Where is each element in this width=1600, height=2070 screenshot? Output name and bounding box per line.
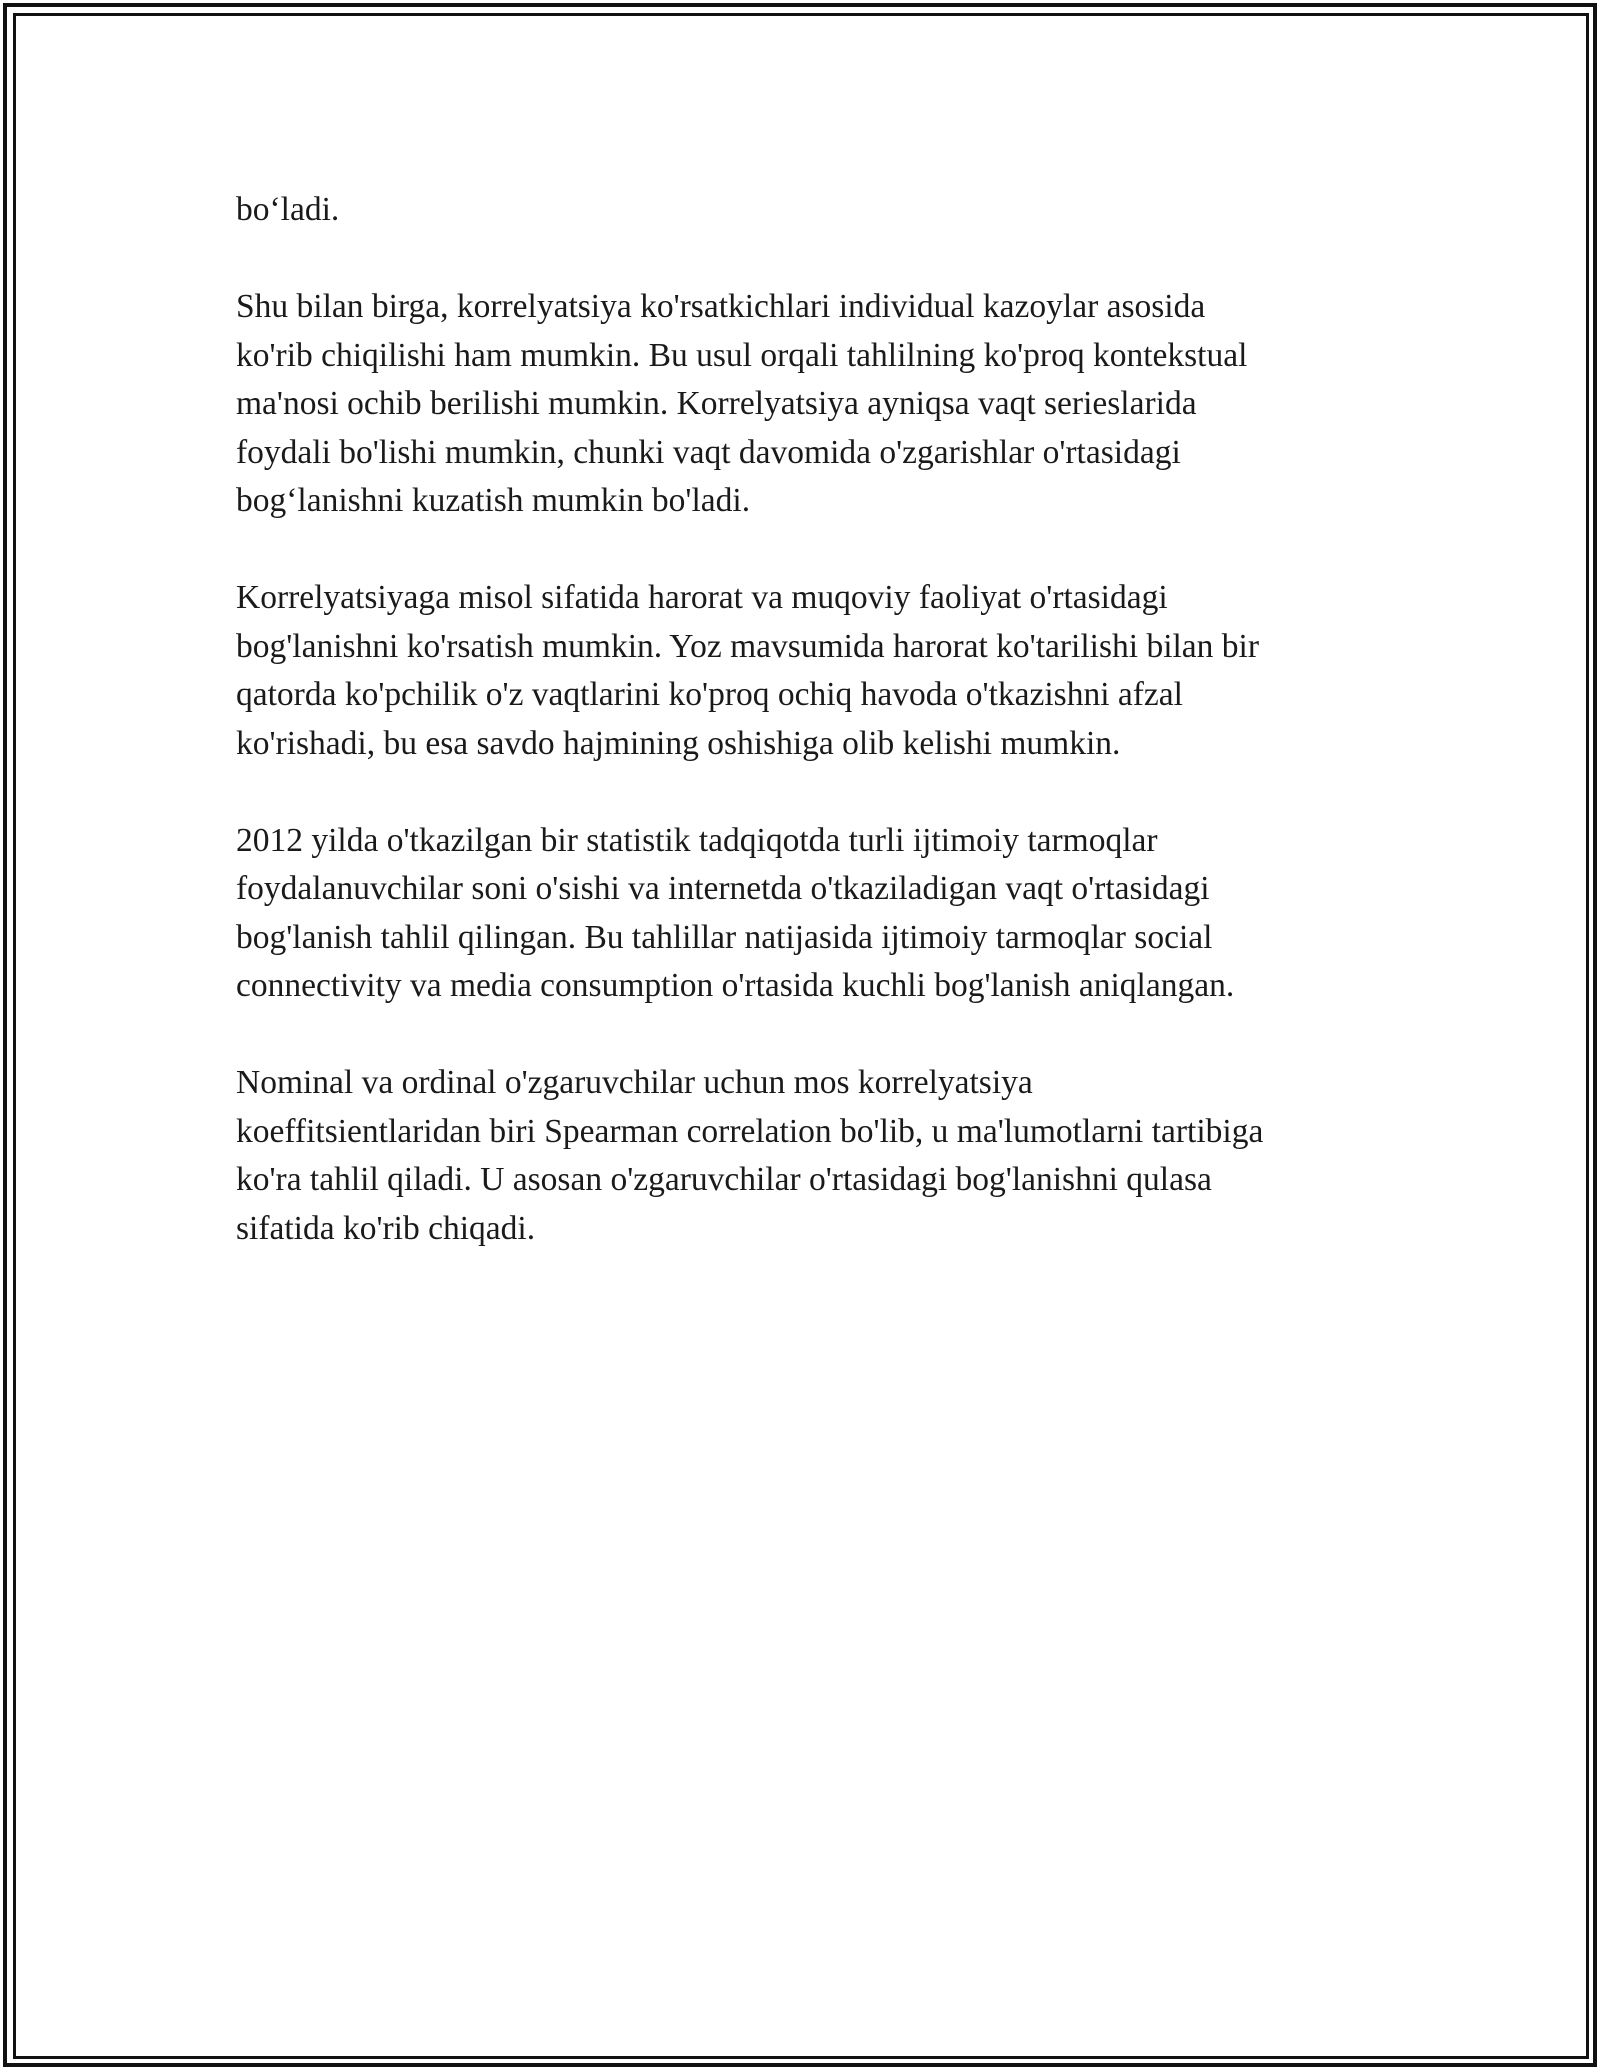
- text-line: koeffitsientlaridan biri Spearman correlation bo'lib, u ma'lumotlarni tartibiga: [236, 1112, 1264, 1150]
- text-line: bog'lanishni ko'rsatish mumkin. Yoz mavsumida harorat ko'tarilishi bilan bir: [236, 627, 1260, 665]
- paragraph-5: [236, 1059, 1396, 1253]
- paragraph-4: [236, 817, 1396, 1011]
- text-line: ko'rib chiqilishi ham mumkin. Bu usul orqali tahlilning ko'proq kontekstual: [236, 336, 1248, 374]
- text-line: bo‘ladi.: [236, 191, 340, 228]
- text-line: 2012 yilda o'tkazilgan bir statistik tadqiqotda turli ijtimoiy tarmoqlar: [236, 821, 1158, 859]
- text-line: ko'rishadi, bu esa savdo hajmining oshishiga olib kelishi mumkin.: [236, 724, 1121, 762]
- text-line: ma'nosi ochib berilishi mumkin. Korrelyatsiya ayniqsa vaqt serieslarida: [236, 385, 1197, 422]
- text-line: ko'ra tahlil qiladi. U asosan o'zgaruvchilar o'rtasidagi bog'lanishni qulasa: [236, 1161, 1212, 1198]
- text-line: qatorda ko'pchilik o'z vaqtlarini ko'proq ochiq havoda o'tkazishni afzal: [236, 676, 1183, 713]
- paragraph-3: [236, 574, 1396, 768]
- text-line: foydalanuvchilar soni o'sishi va internetda o'tkaziladigan vaqt o'rtasidagi: [236, 870, 1210, 907]
- text-line: connectivity va media consumption o'rtasida kuchli bog'lanish aniqlangan.: [236, 967, 1235, 1004]
- text-line: foydali bo'lishi mumkin, chunki vaqt davomida o'zgarishlar o'rtasidagi: [236, 433, 1181, 471]
- paragraph-2: [236, 283, 1396, 526]
- document-body: [236, 186, 1396, 1302]
- text-line: bog'lanish tahlil qilingan. Bu tahlillar natijasida ijtimoiy tarmoqlar social: [236, 918, 1213, 956]
- text-line: Korrelyatsiyaga misol sifatida harorat va muqoviy faoliyat o'rtasidagi: [236, 579, 1168, 616]
- paragraph-1: [236, 186, 1396, 235]
- text-line: Shu bilan birga, korrelyatsiya ko'rsatkichlari individual kazoylar asosida: [236, 288, 1206, 325]
- text-line: Nominal va ordinal o'zgaruvchilar uchun mos korrelyatsiya: [236, 1064, 1033, 1101]
- text-line: bog‘lanishni kuzatish mumkin bo'ladi.: [236, 482, 751, 519]
- text-line: sifatida ko'rib chiqadi.: [236, 1209, 536, 1247]
